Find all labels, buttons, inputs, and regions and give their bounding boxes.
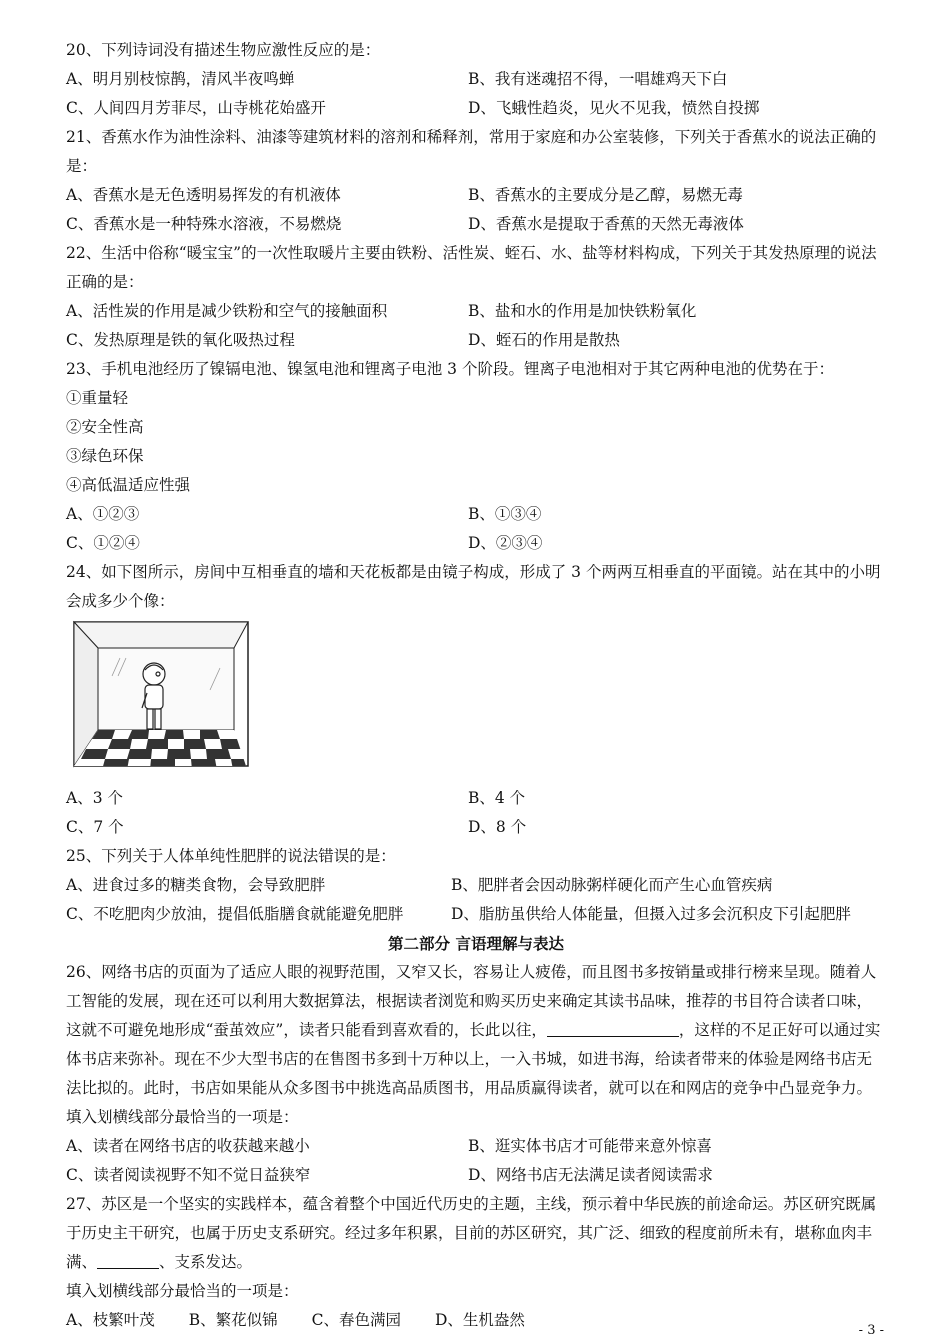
q27-option-a: A、枝繁叶茂 <box>66 1311 155 1329</box>
q22-stem: 22、生活中俗称“暖宝宝”的一次性取暖片主要由铁粉、活性炭、蛭石、水、盐等材料构成，下列关于其发热原理的说法正确的是： <box>66 244 877 291</box>
q22-options-row1 <box>66 297 886 326</box>
q21-options-row2 <box>66 210 886 239</box>
q20-option-a: A、明月别枝惊鹊，清风半夜鸣蝉 <box>66 70 295 88</box>
q26-blank <box>547 1020 679 1037</box>
q24-options-row2 <box>66 813 886 842</box>
q23-item-1: ①重量轻 <box>66 389 129 407</box>
q24-option-a: A、3 个 <box>66 789 123 807</box>
q23-option-a: A、①②③ <box>66 505 140 523</box>
section-title: 第二部分 言语理解与表达 <box>388 934 564 953</box>
q25-option-c: C、不吃肥肉少放油，提倡低脂膳食就能避免肥胖 <box>66 905 404 923</box>
q22-option-b: B、盐和水的作用是加快铁粉氧化 <box>468 302 697 320</box>
q23-options-row1 <box>66 500 886 529</box>
q26-prompt: 填入划横线部分最恰当的一项是： <box>66 1108 299 1126</box>
q22-option-c: C、发热原理是铁的氧化吸热过程 <box>66 331 295 349</box>
q21-options-row1 <box>66 181 886 210</box>
q23-options-row2 <box>66 529 886 558</box>
q27-option-c: C、春色满园 <box>311 1311 401 1329</box>
page-number: - 3 - <box>858 1323 884 1338</box>
q23-option-c: C、①②④ <box>66 534 140 552</box>
q24-stem: 24、如下图所示，房间中互相垂直的墙和天花板都是由镜子构成，形成了 3 个两两互相垂直的平面镜。站在其中的小明会成多少个像： <box>66 563 881 610</box>
q24-option-b: B、4 个 <box>468 789 526 807</box>
q25-option-a: A、进食过多的糖类食物，会导致肥胖 <box>66 876 326 894</box>
q21-stem: 21、香蕉水作为油性涂料、油漆等建筑材料的溶剂和稀释剂，常用于家庭和办公室装修，下列关于香蕉水的说法正确的是： <box>66 128 877 175</box>
q24-options-row1 <box>66 784 886 813</box>
q23-stem: 23、手机电池经历了镍镉电池、镍氢电池和锂离子电池 3 个阶段。锂离子电池相对于其它两种电池的优势在于： <box>66 360 834 378</box>
q23-item-4: ④高低温适应性强 <box>66 476 191 494</box>
q25-option-b: B、肥胖者会因动脉粥样硬化而产生心血管疾病 <box>451 876 773 894</box>
q21-option-d: D、香蕉水是提取于香蕉的天然无毒液体 <box>468 215 744 233</box>
q25-option-d: D、脂肪虽供给人体能量，但摄入过多会沉积皮下引起肥胖 <box>451 905 851 923</box>
q26-stem-after: ，这样的不足正好可以通过实体书店来弥补。现在不少大型书店的在售图书多到十万种以上，一入书城，如进书海，给读者带来的体验是网络书店无法比拟的。此时，书店如果能从众多图书中挑选高品质图书，用品质赢得读者，就可以在和网店的竞争中凸显竞争力。 <box>66 1021 881 1097</box>
q22-option-a: A、活性炭的作用是减少铁粉和空气的接触面积 <box>66 302 388 320</box>
q26-options-row1 <box>66 1132 886 1161</box>
q27-option-b: B、繁花似锦 <box>188 1311 278 1329</box>
q20-option-c: C、人间四月芳菲尽，山寺桃花始盛开 <box>66 99 326 117</box>
q26-option-b: B、逛实体书店才可能带来意外惊喜 <box>468 1137 712 1155</box>
q26-option-a: A、读者在网络书店的收获越来越小 <box>66 1137 310 1155</box>
q25-stem: 25、下列关于人体单纯性肥胖的说法错误的是： <box>66 847 396 865</box>
q26-option-d: D、网络书店无法满足读者阅读需求 <box>468 1166 713 1184</box>
mirror-room-illustration <box>70 618 252 770</box>
q24-option-d: D、8 个 <box>468 818 527 836</box>
q20-option-b: B、我有迷魂招不得，一唱雄鸡天下白 <box>468 70 728 88</box>
q25-options-row2 <box>66 900 886 929</box>
q27-option-d: D、生机盎然 <box>434 1311 525 1329</box>
q24-option-c: C、7 个 <box>66 818 124 836</box>
q23-item-2: ②安全性高 <box>66 418 144 436</box>
q25-options-row1 <box>66 871 886 900</box>
q27-prompt: 填入划横线部分最恰当的一项是： <box>66 1282 299 1300</box>
q20-option-d: D、飞蛾性趋炎，见火不见我，愤然自投掷 <box>468 99 760 117</box>
q22-options-row2 <box>66 326 886 355</box>
q26-option-c: C、读者阅读视野不知不觉日益狭窄 <box>66 1166 311 1184</box>
q21-option-a: A、香蕉水是无色透明易挥发的有机液体 <box>66 186 341 204</box>
q23-option-d: D、②③④ <box>468 534 543 552</box>
mirror-room-figure <box>70 618 886 778</box>
q22-option-d: D、蛭石的作用是散热 <box>468 331 620 349</box>
q26-stem-before: 26、网络书店的页面为了适应人眼的视野范围，又窄又长，容易让人疲倦，而且图书多按销量或排行榜来呈现。随着人工智能的发展，现在还可以利用大数据算法，根据读者浏览和购买历史来确定其读书品味，推荐的书目符合读者口味，这就不可避免地形成“蚕茧效应”，读者只能看到喜欢看的，长此以往， <box>66 963 877 1039</box>
q27-stem-before: 27、苏区是一个坚实的实践样本，蕴含着整个中国近代历史的主题，主线，预示着中华民族的前途命运。苏区研究既属于历史主干研究，也属于历史支系研究。经过多年积累，目前的苏区研究，其广泛、细致的程度前所未有，堪称血肉丰满、 <box>66 1195 877 1271</box>
q21-option-c: C、香蕉水是一种特殊水溶液，不易燃烧 <box>66 215 342 233</box>
q23-item-3: ③绿色环保 <box>66 447 144 465</box>
q26-stem <box>66 958 886 1103</box>
exam-page <box>66 36 886 1335</box>
q20-options-row1 <box>66 65 886 94</box>
q27-blank <box>97 1252 159 1269</box>
q27-stem-after: 、支系发达。 <box>159 1253 253 1271</box>
q20-stem: 20、下列诗词没有描述生物应激性反应的是： <box>66 41 381 59</box>
q23-option-b: B、①③④ <box>468 505 542 523</box>
q21-option-b: B、香蕉水的主要成分是乙醇，易燃无毒 <box>468 186 743 204</box>
q27-stem <box>66 1190 886 1277</box>
q20-options-row2 <box>66 94 886 123</box>
q27-options-row <box>66 1306 886 1335</box>
q26-options-row2 <box>66 1161 886 1190</box>
